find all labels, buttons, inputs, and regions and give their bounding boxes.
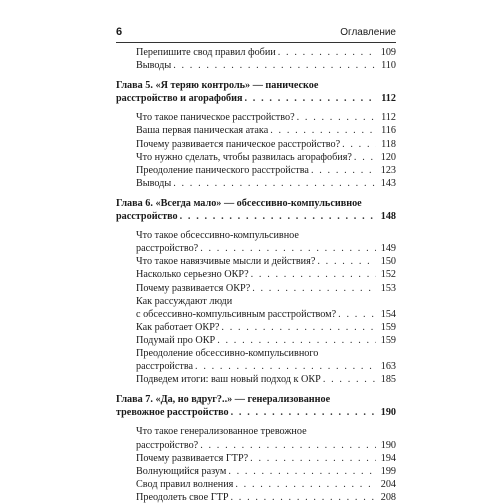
toc-entry: Волнующийся разум . . . 199: [116, 465, 396, 478]
toc-entry: Ваша первая паническая атака . . . 116: [116, 124, 396, 137]
toc-entry: Выводы . . . 110: [116, 59, 396, 72]
toc-entry: Преодолеть свое ГТР . . . 208: [116, 491, 396, 504]
toc-entry: Перепишите свод правил фобии . . . 109: [116, 46, 396, 59]
toc-entry: Насколько серьезно ОКР? . . . 152: [116, 268, 396, 281]
running-title: Оглавление: [340, 27, 396, 38]
toc-entry: Как работает ОКР? . . . 159: [116, 321, 396, 334]
page-number: 6: [116, 26, 123, 38]
toc-entry: Что нужно сделать, чтобы развилась агорафобия? . . . 120: [116, 151, 396, 164]
running-header: [116, 26, 396, 40]
chapter-6-heading: Глава 6. «Всегда мало» — обсессивно-компульсивное расстройство . . . 148: [116, 197, 396, 223]
toc-entry: Преодоление панического расстройства . . . 123: [116, 164, 396, 177]
toc-entry: Как рассуждают люди с обсессивно-компульсивным расстройством? . . . 154: [116, 295, 396, 321]
toc-entry: Подумай про ОКР . . . 159: [116, 334, 396, 347]
toc-entry: Что такое обсессивно-компульсивное расстройство? . . . 149: [116, 229, 396, 255]
toc-entry: Что такое генерализованное тревожное расстройство? . . . 190: [116, 425, 396, 451]
chapter-5-heading: Глава 5. «Я теряю контроль» — паническое расстройство и агорафобия . . . 112: [116, 79, 396, 105]
toc-entry: Почему развивается паническое расстройство? . . . 118: [116, 138, 396, 151]
toc-entry: Свод правил волнения . . . 204: [116, 478, 396, 491]
table-of-contents: [116, 46, 396, 504]
toc-entry: Подведем итоги: ваш новый подход к ОКР . . . 185: [116, 373, 396, 386]
toc-entry: Почему развивается ОКР? . . . 153: [116, 282, 396, 295]
toc-entry: Что такое паническое расстройство? . . . 112: [116, 111, 396, 124]
header-rule: [116, 42, 396, 43]
chapter-7-heading: Глава 7. «Да, но вдруг?..» — генерализованное тревожное расстройство . . . 190: [116, 393, 396, 419]
toc-entry: Выводы . . . 143: [116, 177, 396, 190]
toc-entry: Преодоление обсессивно-компульсивного расстройства . . . 163: [116, 347, 396, 373]
toc-entry: Почему развивается ГТР? . . . 194: [116, 452, 396, 465]
toc-entry: Что такое навязчивые мысли и действия? . . . 150: [116, 255, 396, 268]
